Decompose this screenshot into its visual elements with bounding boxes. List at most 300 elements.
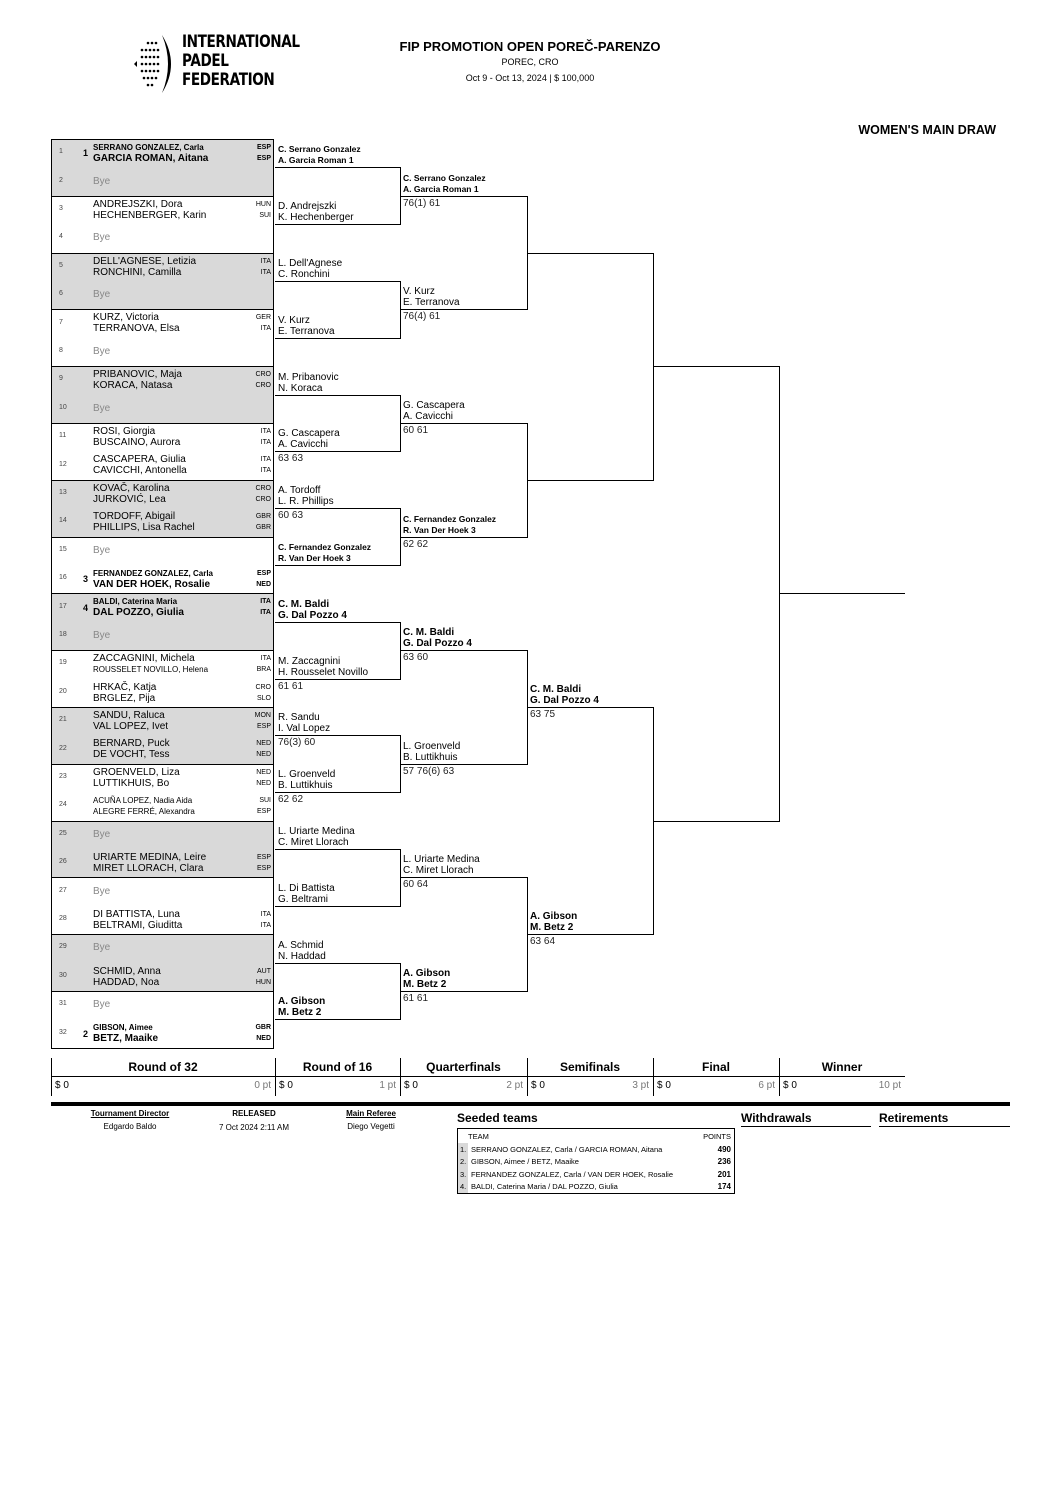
ranking-points: 10 pt	[878, 1080, 901, 1091]
player-country: NED	[256, 740, 271, 748]
seed-rank: 2.	[460, 1157, 467, 1167]
player-country: CRO	[255, 495, 271, 503]
seed-rank: 3.	[460, 1169, 467, 1179]
draw-entry	[51, 451, 275, 479]
player-country: CRO	[255, 371, 271, 379]
entry-number: 21	[59, 716, 67, 724]
player-name: HECHENBERGER, Karin	[93, 209, 207, 221]
bye-label: Bye	[93, 629, 111, 641]
prize-money: $ 0	[657, 1080, 671, 1091]
player-name: CASCAPERA, Giulia	[93, 454, 186, 466]
winner-line-2: K. Hechenberger	[278, 212, 354, 224]
winner-line-1: L. Groenveld	[278, 769, 336, 781]
bracket-line	[400, 423, 527, 424]
bracket-line	[275, 849, 400, 850]
bye-label: Bye	[93, 828, 111, 840]
player-name: HRKAČ, Katja	[93, 681, 157, 693]
winner-line-1: A. Tordoff	[278, 485, 321, 497]
match-score: 76(4) 61	[403, 311, 441, 323]
tournament-title: FIP PROMOTION OPEN POREČ-PARENZO	[399, 39, 661, 54]
bracket-line	[527, 253, 653, 254]
bracket-line	[653, 366, 779, 367]
winner-line-1: M. Pribanovic	[278, 371, 339, 383]
draw-entry	[51, 849, 275, 877]
draw-entry	[51, 650, 275, 678]
winner-line-2: G. Beltrami	[278, 893, 329, 905]
prize-money: $ 0	[55, 1080, 69, 1091]
main-referee	[321, 1109, 421, 1131]
player-name: ACUÑA LOPEZ, Nadia Aida	[93, 796, 193, 806]
entry-number: 25	[59, 829, 67, 837]
bracket-line	[527, 480, 653, 481]
match-score: 60 61	[403, 425, 429, 436]
prize-money: $ 0	[279, 1080, 293, 1091]
seed-row	[458, 1156, 734, 1169]
bracket-line	[275, 395, 400, 396]
ranking-points: 6 pt	[758, 1080, 775, 1091]
entry-number: 19	[59, 659, 67, 667]
player-country: ITA	[260, 910, 271, 918]
player-name: BALDI, Caterina Maria	[93, 597, 178, 607]
bye-label: Bye	[93, 885, 111, 897]
entry-number: 32	[59, 1028, 67, 1036]
round-label-underline	[275, 1076, 400, 1077]
winner-line-2: R. Van Der Hoek 3	[403, 524, 476, 535]
draw-entry	[51, 309, 275, 337]
table-header	[458, 1129, 734, 1143]
tournament-director	[80, 1109, 180, 1131]
seed-team: GIBSON, Aimee / BETZ, Maaike	[471, 1157, 579, 1167]
bracket-line	[275, 224, 400, 225]
player-name: BUSCAINO, Aurora	[93, 437, 181, 448]
player-country: CRO	[255, 683, 271, 691]
match-score: 57 76(6) 63	[403, 765, 455, 777]
seed-points: 236	[717, 1157, 731, 1167]
winner-line-2: M. Betz 2	[403, 979, 447, 990]
draw-entry	[51, 395, 275, 423]
player-name: BERNARD, Puck	[93, 738, 170, 750]
player-name: ROUSSELET NOVILLO, Helena	[93, 665, 209, 675]
winner-line-2: C. Miret Llorach	[403, 865, 474, 877]
match-score: 76(3) 60	[278, 737, 316, 749]
prize-money: $ 0	[783, 1080, 797, 1091]
player-country: ITA	[260, 609, 271, 617]
player-name: ROSI, Giorgia	[93, 426, 156, 437]
seed-points: 490	[717, 1144, 731, 1154]
ranking-points: 1 pt	[379, 1080, 396, 1091]
bracket-line	[400, 764, 527, 765]
bye-label: Bye	[93, 345, 111, 357]
referee-name: Diego Vegetti	[347, 1122, 395, 1131]
match-score: 63 75	[530, 709, 556, 720]
player-country: ESP	[256, 808, 271, 816]
bracket-line	[400, 309, 527, 310]
draw-entry	[51, 366, 275, 394]
entry-number: 7	[59, 318, 63, 326]
player-name: BETZ, Maaike	[93, 1033, 159, 1045]
player-name: GARCIA ROMAN, Aitana	[93, 153, 209, 164]
padel-ball-icon	[128, 33, 178, 95]
round-label: Quarterfinals	[426, 1060, 501, 1074]
player-name: KORACA, Natasa	[93, 380, 173, 392]
player-country: ESP	[256, 155, 271, 162]
entry-number: 27	[59, 886, 67, 894]
entry-number: 16	[59, 574, 67, 582]
bracket-line	[527, 934, 653, 935]
logo-text	[182, 33, 300, 90]
draw-entry	[51, 679, 275, 707]
player-name: RONCHINI, Camilla	[93, 266, 182, 278]
entry-number: 9	[59, 375, 63, 383]
winner-line-1: D. Andrejszki	[278, 201, 337, 213]
player-country: GBR	[255, 513, 271, 521]
player-country: SLO	[256, 694, 271, 702]
player-name: DELL'AGNESE, Letizia	[93, 255, 197, 267]
player-name: DI BATTISTA, Luna	[93, 908, 180, 920]
bracket-line	[400, 537, 527, 538]
player-name: DAL POZZO, Giulia	[93, 607, 184, 619]
player-country: NED	[256, 751, 271, 759]
player-country: GER	[255, 314, 271, 322]
draw-entry	[51, 423, 275, 451]
player-name: ANDREJSZKI, Dora	[93, 198, 183, 210]
round-label-underline	[653, 1076, 779, 1077]
player-name: GIBSON, Aimee	[93, 1023, 153, 1033]
player-country: HUN	[255, 978, 271, 986]
bye-label: Bye	[93, 232, 111, 244]
winner-line-2: A. Garcia Roman 1	[278, 155, 354, 166]
seeded-teams-table	[457, 1128, 735, 1194]
player-country: GBR	[255, 524, 271, 532]
player-country: ESP	[256, 865, 271, 872]
logo-line: FEDERATION	[182, 70, 275, 90]
entry-number: 22	[59, 744, 67, 752]
draw-entry	[51, 537, 275, 565]
match-score: 62 62	[278, 794, 304, 806]
player-name: CAVICCHI, Antonella	[93, 465, 187, 477]
player-name: FERNANDEZ GONZALEZ, Carla	[93, 569, 214, 578]
ranking-points: 3 pt	[632, 1080, 649, 1091]
winner-line-1: A. Gibson	[278, 996, 326, 1008]
player-name: DE VOCHT, Tess	[93, 749, 170, 761]
prize-money: $ 0	[531, 1080, 545, 1091]
draw-entry	[51, 622, 275, 650]
bracket-line	[275, 963, 400, 964]
match-score: 63 60	[403, 652, 429, 664]
winner-line-2: A. Cavicchi	[403, 411, 454, 422]
bracket-line	[275, 906, 400, 907]
player-country: ITA	[260, 268, 271, 276]
winner-line-1: C. M. Baldi	[530, 684, 582, 695]
winner-line-2: I. Val Lopez	[278, 723, 331, 735]
retirements-heading: Retirements	[879, 1111, 1010, 1127]
bracket-line	[275, 167, 400, 168]
draw-entry	[51, 877, 275, 905]
round-label-underline	[779, 1076, 905, 1077]
entry-number: 18	[59, 630, 67, 638]
bye-label: Bye	[93, 175, 111, 187]
bracket-line	[275, 792, 400, 793]
winner-line-2: G. Dal Pozzo 4	[278, 609, 347, 621]
bracket-line	[275, 281, 400, 282]
draw-entry	[51, 991, 275, 1019]
entry-number: 5	[59, 261, 63, 269]
bracket-line	[400, 877, 527, 878]
released-date: 7 Oct 2024 2:11 AM	[218, 1123, 290, 1132]
draw-entry	[51, 167, 275, 195]
released-info	[215, 1109, 293, 1134]
bracket-line	[275, 1019, 400, 1020]
player-country: ESP	[256, 570, 271, 577]
seed-number: 1	[83, 148, 89, 159]
entry-number: 10	[59, 403, 67, 411]
winner-line-1: C. M. Baldi	[403, 627, 455, 639]
ranking-points: 2 pt	[506, 1080, 523, 1091]
bracket-line	[779, 593, 905, 594]
winner-line-1: R. Sandu	[278, 712, 320, 724]
player-name: ZACCAGNINI, Michela	[93, 653, 195, 665]
bracket-line	[527, 707, 653, 708]
winner-line-2: R. Van Der Hoek 3	[278, 553, 351, 563]
logo-line: PADEL	[182, 51, 229, 71]
winner-line-2: G. Dal Pozzo 4	[530, 695, 599, 706]
bracket-line	[275, 679, 400, 680]
bye-label: Bye	[93, 999, 111, 1011]
draw-entry	[51, 963, 275, 991]
winner-line-1: A. Gibson	[530, 911, 578, 923]
winner-line-2: N. Koraca	[278, 382, 323, 394]
entry-number: 23	[59, 772, 67, 780]
bye-label: Bye	[93, 544, 111, 556]
player-country: ESP	[256, 723, 271, 730]
match-score: 76(1) 61	[403, 197, 441, 209]
fip-logo	[128, 33, 298, 95]
winner-line-2: B. Luttikhuis	[403, 751, 458, 763]
player-country: GBR	[255, 1024, 271, 1032]
round-label: Winner	[821, 1060, 863, 1074]
bracket-line	[275, 565, 400, 566]
director-label: Tournament Director	[90, 1109, 170, 1118]
winner-line-2: M. Betz 2	[530, 922, 574, 934]
bracket-line	[275, 508, 400, 509]
winner-line-2: E. Terranova	[403, 297, 460, 309]
winner-line-1: C. M. Baldi	[278, 598, 330, 610]
player-name: ALEGRE FERRÉ, Alexandra	[93, 807, 195, 817]
player-country: ITA	[260, 467, 271, 475]
entry-number: 3	[59, 204, 63, 212]
winner-line-1: M. Zaccagnini	[278, 655, 341, 667]
bracket-line	[400, 650, 527, 651]
seed-row	[458, 1143, 734, 1156]
winner-line-1: G. Cascapera	[278, 428, 340, 440]
match-score: 61 61	[278, 680, 304, 692]
bracket-line	[275, 622, 400, 623]
player-name: SERRANO GONZALEZ, Carla	[93, 143, 204, 152]
player-country: MON	[254, 712, 271, 719]
player-country: ITA	[260, 456, 271, 464]
entry-number: 2	[59, 176, 63, 184]
seed-rank: 4.	[460, 1182, 467, 1192]
draw-entry	[51, 934, 275, 962]
referee-label: Main Referee	[346, 1109, 396, 1118]
col-team: TEAM	[468, 1132, 489, 1141]
entry-number: 14	[59, 517, 67, 525]
draw-entry	[51, 735, 275, 763]
tournament-dates: Oct 9 - Oct 13, 2024 | $ 100,000	[465, 73, 595, 83]
entry-number: 28	[59, 914, 67, 922]
draw-entry	[51, 253, 275, 281]
player-name: TERRANOVA, Elsa	[93, 323, 180, 335]
seed-team: BALDI, Caterina Maria / DAL POZZO, Giulia	[471, 1182, 618, 1192]
winner-line-1: L. Uriarte Medina	[278, 826, 355, 837]
withdrawals-heading: Withdrawals	[741, 1111, 871, 1127]
round-label: Round of 16	[302, 1060, 373, 1074]
winner-line-2: L. R. Phillips	[278, 496, 334, 508]
entry-number: 30	[59, 971, 67, 979]
player-country: NED	[256, 581, 271, 588]
bye-label: Bye	[93, 942, 111, 954]
seed-points: 174	[717, 1182, 731, 1192]
col-points: POINTS	[703, 1132, 731, 1141]
winner-line-2: C. Ronchini	[278, 269, 330, 280]
entry-number: 13	[59, 488, 67, 496]
player-name: JURKOVIĆ, Lea	[93, 493, 166, 505]
player-name: TORDOFF, Abigail	[93, 511, 176, 523]
winner-line-2: N. Haddad	[278, 950, 326, 962]
entry-number: 17	[59, 602, 67, 610]
seed-rank: 1.	[460, 1144, 467, 1154]
seed-row	[458, 1181, 734, 1194]
winner-line-1: C. Serrano Gonzalez	[403, 172, 486, 183]
entry-number: 24	[59, 801, 67, 809]
entry-number: 29	[59, 943, 67, 951]
match-score: 63 64	[530, 936, 556, 948]
winner-line-1: V. Kurz	[278, 314, 310, 326]
entry-number: 11	[59, 432, 67, 440]
winner-line-2: A. Cavicchi	[278, 439, 329, 451]
draw-entry	[51, 906, 275, 934]
winner-line-2: M. Betz 2	[278, 1007, 322, 1019]
winner-line-2: E. Terranova	[278, 325, 335, 337]
player-country: ITA	[260, 598, 271, 606]
round-label-underline	[527, 1076, 653, 1077]
entry-number: 12	[59, 460, 67, 468]
winner-line-1: L. Di Battista	[278, 882, 335, 894]
winner-line-1: L. Dell'Agnese	[278, 258, 343, 269]
player-country: HUN	[255, 200, 271, 208]
bracket-line	[275, 338, 400, 339]
draw-entry	[51, 338, 275, 366]
player-country: AUT	[257, 967, 271, 975]
player-country: ESP	[256, 144, 271, 151]
winner-line-1: C. Fernandez Gonzalez	[403, 513, 497, 524]
player-name: HADDAD, Noa	[93, 976, 160, 988]
player-country: ESP	[256, 854, 271, 861]
player-country: ITA	[260, 655, 271, 663]
match-score: 61 61	[403, 993, 429, 1004]
winner-line-2: C. Miret Llorach	[278, 837, 349, 848]
bye-label: Bye	[93, 402, 111, 414]
draw-entry	[51, 821, 275, 849]
bracket-line	[400, 196, 527, 197]
ranking-points: 0 pt	[254, 1080, 271, 1091]
draw-entry	[51, 593, 275, 621]
player-name: PHILLIPS, Lisa Rachel	[93, 522, 195, 534]
bracket-line	[275, 735, 400, 736]
player-name: KOVAČ, Karolina	[93, 482, 170, 494]
player-name: SCHMID, Anna	[93, 965, 161, 977]
seed-points: 201	[717, 1169, 731, 1179]
player-name: KURZ, Victoria	[93, 312, 159, 324]
round-label-underline	[51, 1076, 275, 1077]
entry-number: 8	[59, 346, 63, 354]
round-divider	[51, 1058, 52, 1096]
draw-entry	[51, 139, 275, 167]
player-country: BRA	[256, 666, 271, 674]
round-label: Round of 32	[128, 1060, 198, 1074]
match-score: 62 62	[403, 538, 429, 550]
draw-entry	[51, 792, 275, 820]
player-name: LUTTIKHUIS, Bo	[93, 777, 170, 789]
player-name: VAN DER HOEK, Rosalie	[93, 579, 211, 590]
winner-line-1: A. Gibson	[403, 968, 451, 979]
seed-number: 3	[83, 574, 89, 585]
player-country: SUI	[259, 797, 271, 805]
player-country: ITA	[260, 257, 271, 265]
entry-number: 6	[59, 290, 63, 298]
seed-number: 2	[83, 1028, 89, 1039]
player-name: VAL LOPEZ, Ivet	[93, 721, 169, 732]
draw-title: WOMEN'S MAIN DRAW	[858, 123, 996, 137]
director-name: Edgardo Baldo	[103, 1122, 157, 1131]
draw-entry	[51, 565, 275, 593]
draw-entry	[51, 224, 275, 252]
entry-number: 4	[59, 233, 63, 241]
bracket-line	[653, 821, 779, 822]
prize-money: $ 0	[404, 1080, 418, 1091]
player-country: ITA	[260, 325, 271, 333]
winner-line-1: A. Schmid	[278, 939, 324, 951]
player-country: NED	[256, 779, 271, 787]
player-country: ITA	[260, 428, 271, 435]
match-score: 63 63	[278, 453, 304, 465]
player-country: NED	[256, 768, 271, 776]
player-name: PRIBANOVIC, Maja	[93, 369, 182, 381]
winner-line-1: L. Groenveld	[403, 740, 461, 752]
draw-entry	[51, 480, 275, 508]
seed-number: 4	[83, 602, 89, 613]
player-country: ITA	[260, 439, 271, 446]
winner-line-1: G. Cascapera	[403, 400, 465, 411]
seed-row	[458, 1168, 734, 1181]
tournament-location: POREC, CRO	[501, 57, 559, 67]
divider	[51, 1102, 1010, 1106]
player-name: URIARTE MEDINA, Leire	[93, 852, 207, 863]
round-label: Semifinals	[559, 1060, 621, 1074]
round-label-underline	[400, 1076, 527, 1077]
player-country: NED	[256, 1035, 271, 1043]
winner-line-2: H. Rousselet Novillo	[278, 666, 369, 678]
winner-line-2: B. Luttikhuis	[278, 780, 333, 792]
round-label: Final	[701, 1060, 730, 1074]
match-score: 60 64	[403, 879, 429, 891]
draw-entry	[51, 196, 275, 224]
entry-number: 1	[59, 148, 63, 156]
player-name: BELTRAMI, Giuditta	[93, 919, 183, 931]
entry-number: 15	[59, 545, 67, 553]
draw-entry	[51, 1019, 275, 1047]
match-score: 60 63	[278, 510, 304, 522]
